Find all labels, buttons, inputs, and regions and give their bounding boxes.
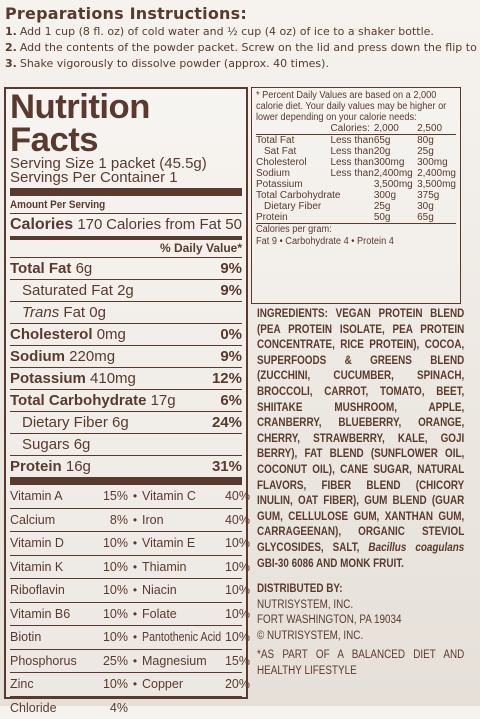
vitamin-row: Biotin 10% • Pantothenic Acid 10% xyxy=(10,625,242,649)
vitamin-row: Riboflavin 10% • Niacin 10% xyxy=(10,578,242,602)
calories-row xyxy=(10,214,242,236)
vitamin-row: Phosphorus 25% • Magnesium 15% xyxy=(10,649,242,673)
prep-step-1: 1. Add 1 cup (8 fl. oz) of cold water and ½ cup (4 oz) of ice to a shaker bottle. xyxy=(5,24,480,40)
calories-label: Calories xyxy=(10,216,73,233)
protein-row: Protein 16g 31% xyxy=(10,455,242,477)
bacillus-coagulans: Bacillus coagulans xyxy=(368,542,464,554)
potassium-row: Potassium 410mg 12% xyxy=(10,367,242,389)
claim-note: *AS PART OF A BALANCED DIET AND HEALTHY LIFESTYLE xyxy=(257,648,464,679)
prep-step-3: 3. Shake vigorously to dissolve powder (approx. 40 times). xyxy=(5,56,480,72)
ingredients-section xyxy=(257,307,464,680)
preparation-instructions xyxy=(5,4,480,72)
vitamin-row: Vitamin K 10% • Thiamin 10% xyxy=(10,555,242,579)
daily-values-table: Calories: 2,000 2,500 Total Fat Less than 65g 80g Sat Fat Less than 20g 25g Cholesterol Less than 300mg 300mg Sodium Less than 2,400mg 2,400mg Potassium 3,500mg 3,500mg Total Carbohydrate 300g 375g Dietary Fiber 25g 30g Protein 50g 65g xyxy=(256,123,456,224)
calories-from-fat: Calories from Fat 50 xyxy=(106,215,242,235)
sugars-row: Sugars 6g xyxy=(10,433,242,455)
trans-fat-row: Trans Fat 0g xyxy=(10,301,242,323)
vitamin-row: Calcium 8% • Iron 40% xyxy=(10,508,242,532)
cholesterol-row: Cholesterol 0mg 0% xyxy=(10,323,242,345)
company-name: NUTRISYSTEM, INC. xyxy=(257,598,464,614)
total-carbohydrate-row: Total Carbohydrate 17g 6% xyxy=(10,389,242,411)
vitamins-table xyxy=(10,485,242,719)
divider-thick xyxy=(10,477,242,485)
daily-values-footnote xyxy=(251,87,461,304)
company-address: FORT WASHINGTON, PA 19034 xyxy=(257,613,464,629)
serving-size: Serving Size 1 packet (45.5g) xyxy=(10,157,242,171)
chloride-row: Chloride 4% xyxy=(10,696,242,719)
copyright: © NUTRISYSTEM, INC. xyxy=(257,629,464,645)
vitamin-row: Vitamin B6 10% • Folate 10% xyxy=(10,602,242,626)
dietary-fiber-row: Dietary Fiber 6g 24% xyxy=(10,411,242,433)
amount-per-serving: Amount Per Serving xyxy=(10,198,219,213)
daily-value-header: % Daily Value* xyxy=(10,240,242,257)
prep-step-2: 2. Add the contents of the powder packet. Screw on the lid and press down the flip to xyxy=(5,40,480,56)
vitamin-row: Vitamin A 15% • Vitamin C 40% xyxy=(10,485,242,508)
servings-per-container: Servings Per Container 1 xyxy=(10,171,242,185)
footnote-note: * Percent Daily Values are based on a 2,000 calorie diet. Your daily values may be higher or lower depending on your calorie needs: xyxy=(256,90,457,123)
sodium-row: Sodium 220mg 9% xyxy=(10,345,242,367)
nutrition-facts-title: Nutrition Facts xyxy=(10,91,247,157)
saturated-fat-row: Saturated Fat 2g 9% xyxy=(10,279,242,301)
vitamin-row: Vitamin D 10% • Vitamin E 10% xyxy=(10,531,242,555)
distributed-by-label: DISTRIBUTED BY: xyxy=(257,582,464,598)
calories-per-gram-values: Fat 9 • Carbohydrate 4 • Protein 4 xyxy=(256,236,440,248)
total-fat-row: Total Fat 6g 9% xyxy=(10,257,242,279)
vitamin-row: Zinc 10% • Copper 20% xyxy=(10,672,242,696)
calories-per-gram: Calories per gram: xyxy=(256,224,440,236)
ingredients-list: INGREDIENTS: VEGAN PROTEIN BLEND (PEA PROTEIN ISOLATE, PEA PROTEIN CONCENTRATE, RICE PROTEIN), COCOA, SUPERFOODS & GREENS BLEND (ZUCCHINI, CUCUMBER, SPINACH, BROCCOLI, CARROT, TOMATO, BEET, SHIITAKE MUSHROOM, APPLE, CRANBERRY, BLUEBERRY, ORANGE, CHERRY, STRAWBERRY, KALE, GOJI BERRY), FAT BLEND (SUNFLOWER OIL, COCONUT OIL), CANE SUGAR, NATURAL FLAVORS, FIBER BLEND (CHICORY INULIN, OAT FIBER), GUM BLEND (GUAR GUM, CELLULOSE GUM, XANTHAN GUM, CARRAGEENAN), ORGANIC STEVIOL GLYCOSIDES, SALT, Bacillus coagulans GBI-30 6086 AND MONK FRUIT. xyxy=(257,307,464,572)
calories-value: 170 xyxy=(77,216,102,233)
prep-title: Preparations Instructions: xyxy=(5,4,480,24)
nutrition-facts-panel xyxy=(4,87,248,699)
divider-thick xyxy=(10,188,242,196)
